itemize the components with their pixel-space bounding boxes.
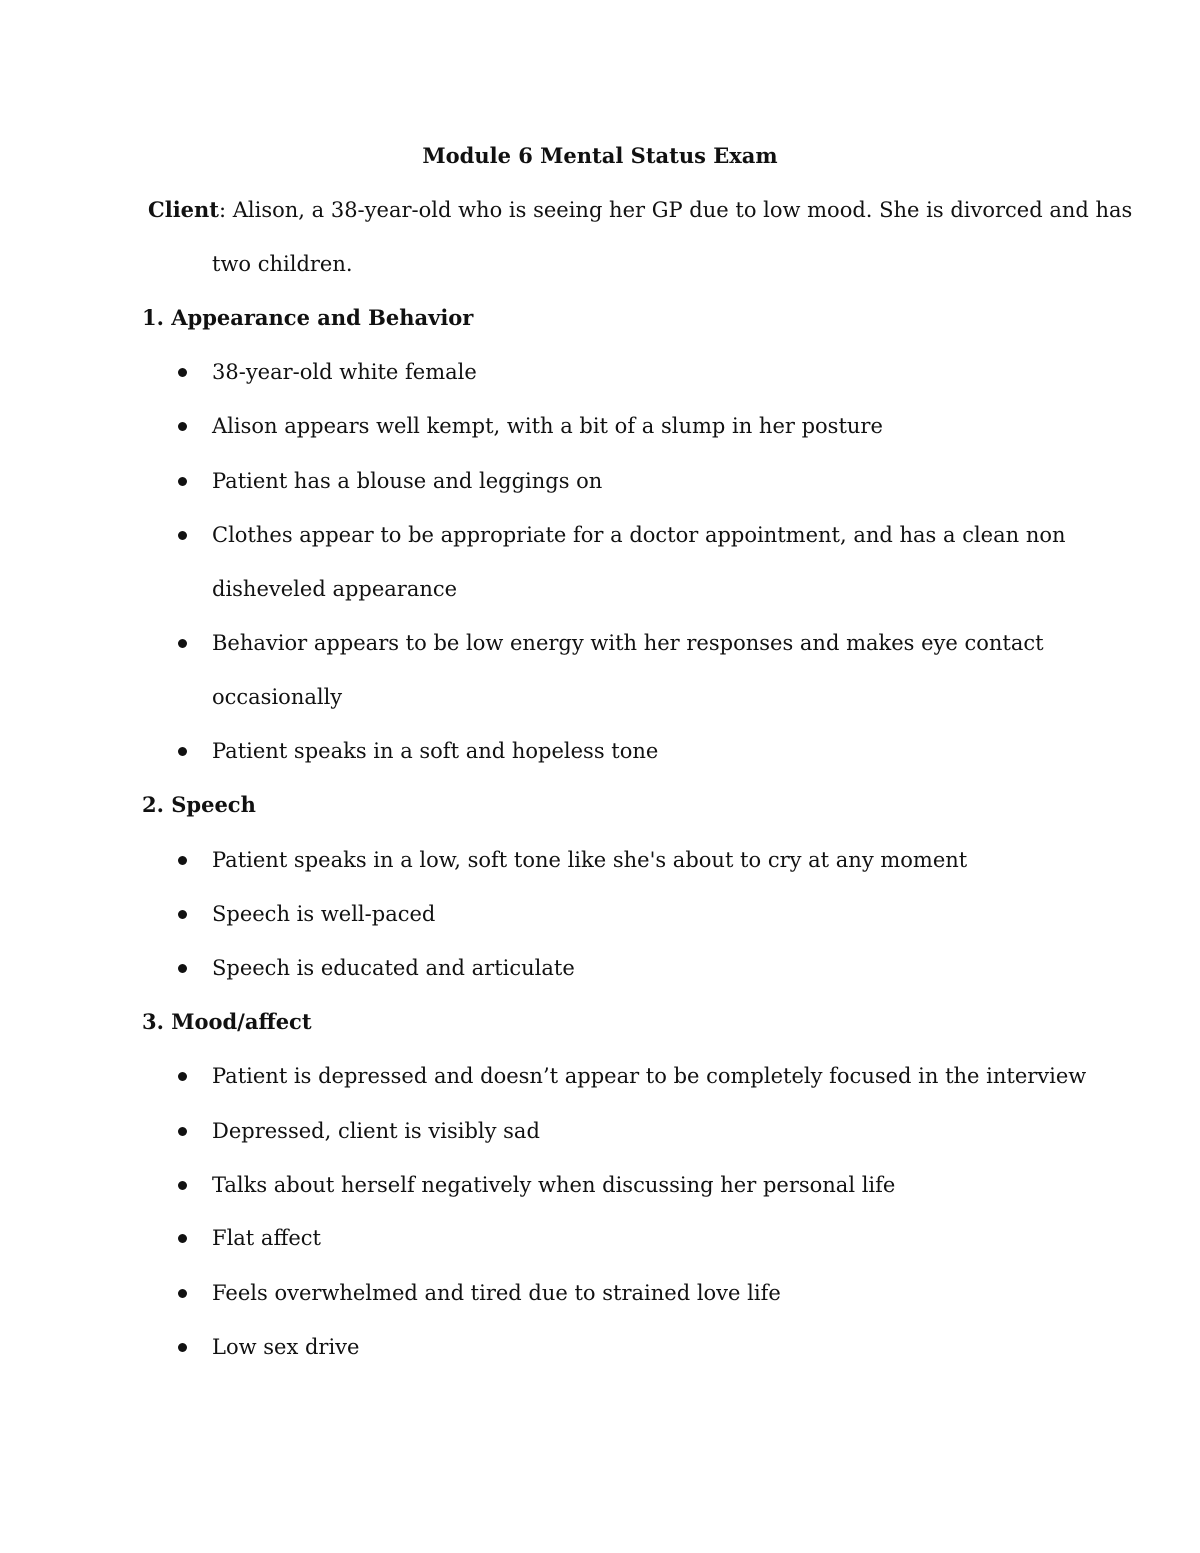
client-line [148, 196, 1132, 224]
bullet-icon [178, 477, 187, 486]
bullet-icon [178, 1343, 187, 1352]
list-item: 38-year-old white female [212, 360, 477, 384]
list-item: Speech is educated and articulate [212, 956, 575, 980]
bullet-icon [178, 1289, 187, 1298]
bullet-icon [178, 368, 187, 377]
list-item: Depressed, client is visibly sad [212, 1119, 540, 1143]
bullet-icon [178, 856, 187, 865]
list-item: Behavior appears to be low energy with her responses and makes eye contact [212, 631, 1044, 655]
client-label: Client [148, 197, 219, 222]
bullet-icon [178, 639, 187, 648]
list-item: Talks about herself negatively when discussing her personal life [212, 1173, 896, 1197]
list-item: Feels overwhelmed and tired due to strained love life [212, 1281, 781, 1305]
list-item: Flat affect [212, 1226, 321, 1250]
list-item: Clothes appear to be appropriate for a doctor appointment, and has a clean non [212, 523, 1066, 547]
list-item-continued: occasionally [212, 685, 343, 709]
list-item: Low sex drive [212, 1335, 360, 1359]
bullet-icon [178, 1072, 187, 1081]
list-item: Patient speaks in a low, soft tone like she's about to cry at any moment [212, 848, 968, 872]
client-description: : Alison, a 38-year-old who is seeing her GP due to low mood. She is divorced and has [219, 198, 1133, 222]
list-item: Patient speaks in a soft and hopeless tone [212, 739, 659, 763]
bullet-icon [178, 964, 187, 973]
bullet-icon [178, 910, 187, 919]
list-item: Alison appears well kempt, with a bit of a slump in her posture [212, 414, 883, 438]
bullet-icon [178, 531, 187, 540]
bullet-icon [178, 1181, 187, 1190]
section-heading-appearance: 1. Appearance and Behavior [142, 305, 474, 330]
client-description-continued: two children. [212, 252, 353, 276]
list-item: Speech is well-paced [212, 902, 436, 926]
section-heading-mood-affect: 3. Mood/affect [142, 1009, 312, 1034]
document-title: Module 6 Mental Status Exam [422, 143, 778, 168]
bullet-icon [178, 747, 187, 756]
section-heading-speech: 2. Speech [142, 792, 256, 817]
list-item-continued: disheveled appearance [212, 577, 458, 601]
bullet-icon [178, 1234, 187, 1243]
bullet-icon [178, 422, 187, 431]
bullet-icon [178, 1127, 187, 1136]
list-item: Patient is depressed and doesn’t appear to be completely focused in the interview [212, 1064, 1087, 1088]
list-item: Patient has a blouse and leggings on [212, 469, 603, 493]
